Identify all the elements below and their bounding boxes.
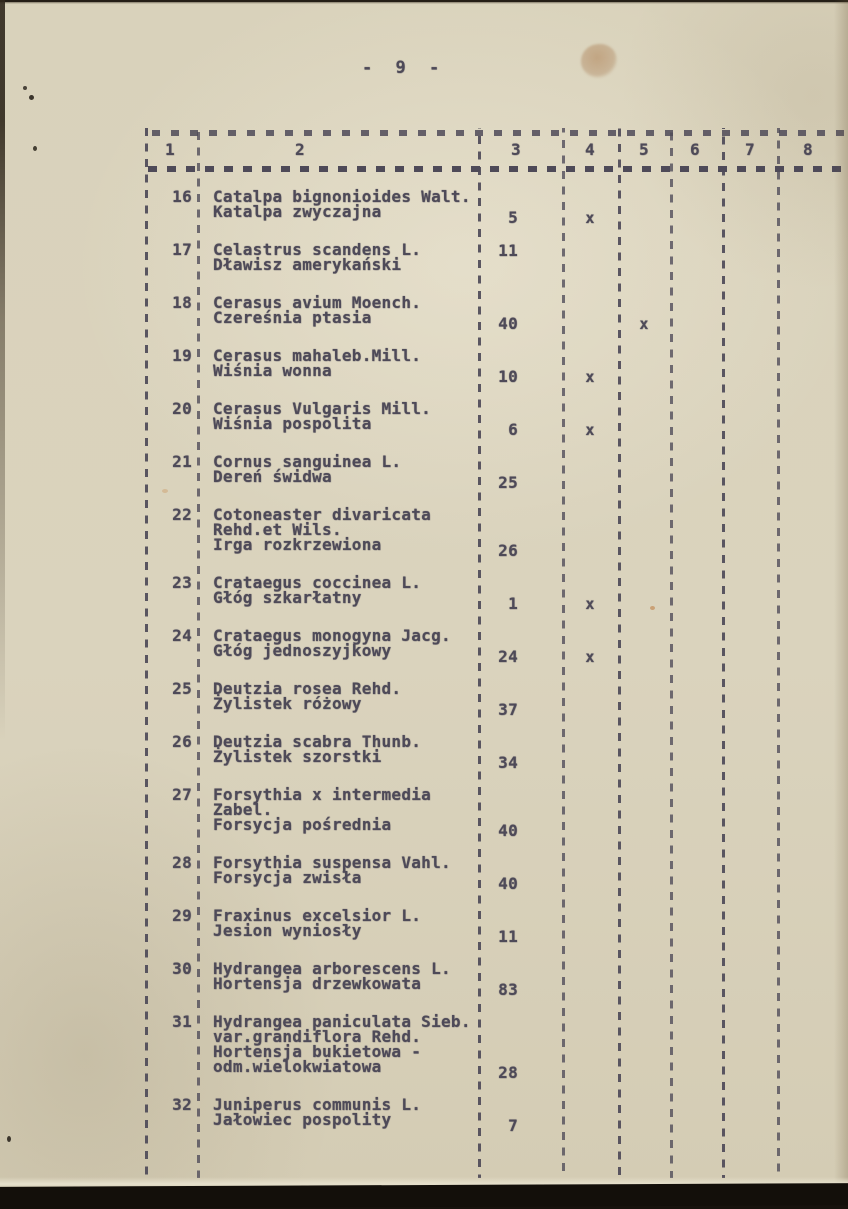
row-number: 29 xyxy=(172,906,192,925)
presence-x-mark: x xyxy=(585,595,595,613)
row-number: 31 xyxy=(172,1012,192,1031)
table-header-rule xyxy=(148,166,844,172)
species-name: Hydrangea arborescens L. Hortensja drzewkowata xyxy=(213,959,451,993)
quantity-value: 1 xyxy=(508,594,518,613)
column-header-8: 8 xyxy=(803,140,813,159)
species-name: Hydrangea paniculata Sieb. var.grandiflora Rehd. Hortensja bukietowa - odm.wielokwiatowa xyxy=(213,1012,471,1076)
quantity-value: 28 xyxy=(498,1063,518,1082)
quantity-value: 37 xyxy=(498,700,518,719)
table-row xyxy=(140,959,846,999)
table-row xyxy=(140,293,846,333)
species-name: Celastrus scandens L. Dławisz amerykański xyxy=(213,240,422,274)
table-row xyxy=(140,452,846,492)
quantity-value: 11 xyxy=(498,927,518,946)
row-number: 19 xyxy=(172,346,192,365)
column-header-2: 2 xyxy=(295,140,305,159)
row-number: 22 xyxy=(172,505,192,524)
species-name: Juniperus communis L. Jałowiec pospolity xyxy=(213,1095,422,1129)
table-row xyxy=(140,785,846,840)
presence-x-mark: x xyxy=(585,421,595,439)
row-number: 30 xyxy=(172,959,192,978)
column-header-3: 3 xyxy=(511,140,521,159)
paper-speck xyxy=(29,95,34,100)
row-number: 18 xyxy=(172,293,192,312)
species-name: Crataegus monogyna Jacg. Głóg jednoszyjkowy xyxy=(213,626,451,660)
quantity-value: 26 xyxy=(498,541,518,560)
table-top-rule xyxy=(152,130,844,136)
paper-speck xyxy=(7,1136,11,1142)
table-body xyxy=(140,189,846,1150)
quantity-value: 11 xyxy=(498,241,518,260)
presence-x-mark: x xyxy=(585,209,595,227)
row-number: 25 xyxy=(172,679,192,698)
species-name: Deutzia scabra Thunb. Żylistek szorstki xyxy=(213,732,422,766)
page-number: - 9 - xyxy=(362,58,443,78)
quantity-value: 40 xyxy=(498,874,518,893)
species-name: Cornus sanguinea L. Dereń świdwa xyxy=(213,452,402,486)
species-name: Crataegus coccinea L. Głóg szkarłatny xyxy=(213,573,422,607)
quantity-value: 24 xyxy=(498,647,518,666)
row-number: 26 xyxy=(172,732,192,751)
row-number: 28 xyxy=(172,853,192,872)
table-row xyxy=(140,853,846,893)
row-number: 32 xyxy=(172,1095,192,1114)
table-row xyxy=(140,242,846,272)
species-name: Cerasus avium Moench. Czereśnia ptasia xyxy=(213,293,422,327)
species-name: Cotoneaster divaricata Rehd.et Wils. Irga rozkrzewiona xyxy=(213,505,432,554)
column-header-1: 1 xyxy=(165,140,175,159)
column-header-4: 4 xyxy=(585,140,595,159)
table-row xyxy=(140,573,846,613)
quantity-value: 83 xyxy=(498,980,518,999)
row-number: 16 xyxy=(172,187,192,206)
table-row xyxy=(140,906,846,946)
row-number: 24 xyxy=(172,626,192,645)
scan-edge-top xyxy=(0,0,848,4)
paper-stain xyxy=(581,44,617,78)
quantity-value: 10 xyxy=(498,367,518,386)
quantity-value: 6 xyxy=(508,420,518,439)
presence-x-mark: x xyxy=(585,368,595,386)
row-number: 17 xyxy=(172,240,192,259)
species-name: Forsythia x intermedia Zabel. Forsycja pośrednia xyxy=(213,785,432,834)
row-number: 20 xyxy=(172,399,192,418)
species-name: Cerasus mahaleb.Mill. Wiśnia wonna xyxy=(213,346,422,380)
table-row xyxy=(140,679,846,719)
species-name: Cerasus Vulgaris Mill. Wiśnia pospolita xyxy=(213,399,432,433)
presence-x-mark: x xyxy=(639,315,649,333)
table-row xyxy=(140,732,846,772)
row-number: 21 xyxy=(172,452,192,471)
quantity-value: 40 xyxy=(498,314,518,333)
scan-edge-left xyxy=(0,0,5,780)
species-name: Catalpa bignonioides Walt. Katalpa zwyczajna xyxy=(213,187,471,221)
quantity-value: 25 xyxy=(498,473,518,492)
presence-x-mark: x xyxy=(585,648,595,666)
table-row xyxy=(140,626,846,666)
table-row xyxy=(140,399,846,439)
species-name: Deutzia rosea Rehd. Żylistek różowy xyxy=(213,679,402,713)
quantity-value: 7 xyxy=(508,1116,518,1135)
table-row xyxy=(140,346,846,386)
paper-speck xyxy=(33,146,37,151)
row-number: 23 xyxy=(172,573,192,592)
quantity-value: 5 xyxy=(508,208,518,227)
quantity-value: 34 xyxy=(498,753,518,772)
scan-edge-right xyxy=(834,0,848,1185)
species-name: Fraxinus excelsior L. Jesion wyniosły xyxy=(213,906,422,940)
row-number: 27 xyxy=(172,785,192,804)
table-row xyxy=(140,505,846,560)
paper-speck xyxy=(23,86,27,90)
table-row xyxy=(140,1012,846,1082)
species-name: Forsythia suspensa Vahl. Forsycja zwisła xyxy=(213,853,451,887)
quantity-value: 40 xyxy=(498,821,518,840)
table-row xyxy=(140,1095,846,1135)
column-header-7: 7 xyxy=(745,140,755,159)
column-header-6: 6 xyxy=(690,140,700,159)
table-row xyxy=(140,187,846,227)
column-header-5: 5 xyxy=(639,140,649,159)
scan-edge-bottom xyxy=(0,1183,848,1209)
